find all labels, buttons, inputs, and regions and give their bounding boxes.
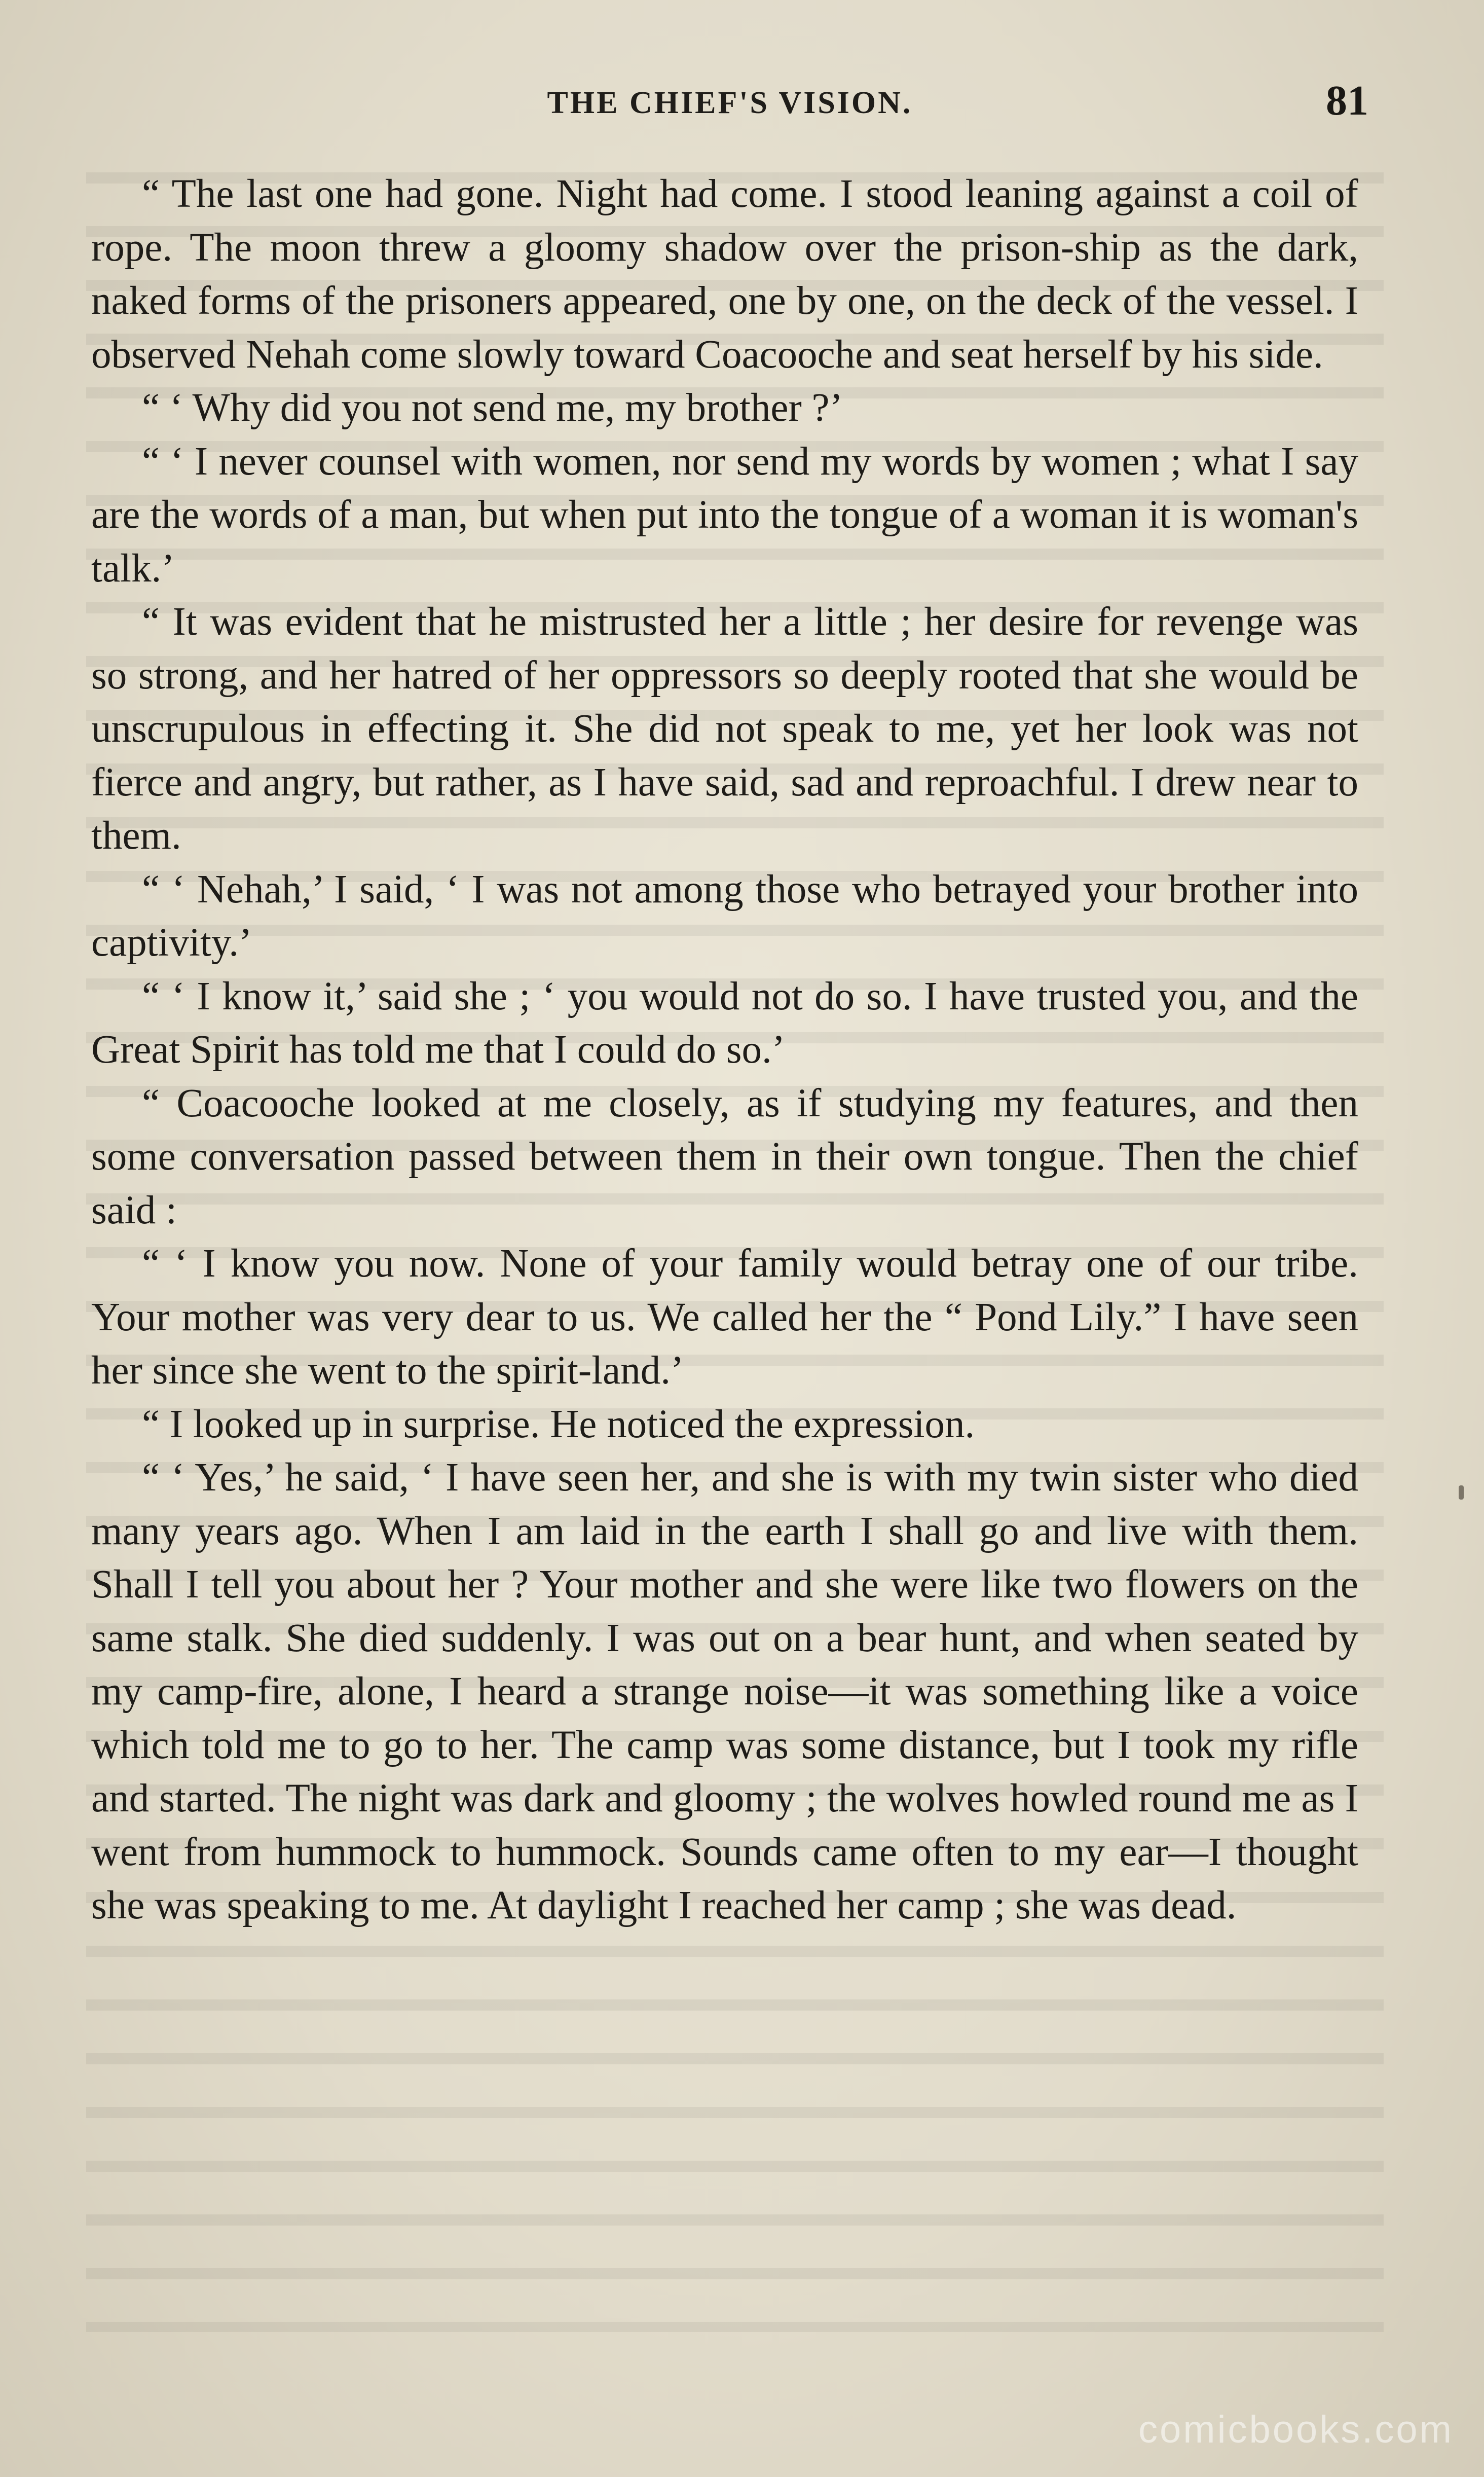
page-number: 81 — [1326, 77, 1368, 124]
paragraph: “ ‘ Yes,’ he said, ‘ I have seen her, and she is with my twin sister who died many years ago. When I am laid in the earth I shall go and live with them. Shall I tell you about her ? Your mother and she were like two flowers on the same stalk. She died suddenly. I was out on a bear hunt, and when seated by my camp-fire, alone, I heard a strange noise—it was something like a voice which told me to go to her. The camp was some distance, but I took my rifle and started. The night was dark and gloomy ; the wolves howled round me as I went from hummock to hummock. Sounds came often to my ear—I thought she was speaking to me. At daylight I reached her camp ; she was dead. — [91, 1455, 1358, 1927]
ink-speck — [1459, 1485, 1464, 1500]
paragraph: “ ‘ I know it,’ said she ; ‘ you would not do so. I have trusted you, and the Great Spirit has told me that I could do so.’ — [91, 974, 1358, 1072]
paragraph: “ ‘ Nehah,’ I said, ‘ I was not among those who betrayed your brother into captivity.’ — [91, 867, 1358, 965]
paragraph: “ I looked up in surprise. He noticed the expression. — [142, 1402, 975, 1446]
paragraph: “ The last one had gone. Night had come. I stood leaning against a coil of rope. The moon threw a gloomy shadow over the prison-ship as the dark, naked forms of the prisoners appeared, one by one, on the deck of the vessel. I observed Nehah come slowly toward Coacooche and seat herself by his side. — [91, 172, 1358, 377]
paragraph: “ ‘ I know you now. None of your family would betray one of our tribe. Your mother was very dear to us. We called her the “ Pond Lily.” I have seen her since she went to the spirit-land.’ — [91, 1242, 1358, 1393]
running-head: THE CHIEF'S VISION. — [547, 86, 913, 120]
paragraph: “ It was evident that he mistrusted her a little ; her desire for revenge was so strong, and her hatred of her oppressors so deeply rooted that she would be unscrupulous in effecting it. She did not speak to me, yet her look was not fierce and angry, but rather, as I have said, sad and reproachful. I drew near to them. — [91, 600, 1358, 858]
paragraph: “ Coacooche looked at me closely, as if studying my features, and then some conversation passed between them in their own tongue. Then the chief said : — [91, 1081, 1358, 1232]
paragraph: “ ‘ Why did you not send me, my brother ?’ — [142, 386, 843, 430]
page-header — [91, 76, 1368, 132]
body-text — [91, 167, 1358, 1933]
paragraph: “ ‘ I never counsel with women, nor send my words by women ; what I say are the words of a man, but when put into the tongue of a woman it is woman's talk.’ — [91, 439, 1358, 591]
watermark: comicbooks.com — [1138, 2408, 1454, 2451]
